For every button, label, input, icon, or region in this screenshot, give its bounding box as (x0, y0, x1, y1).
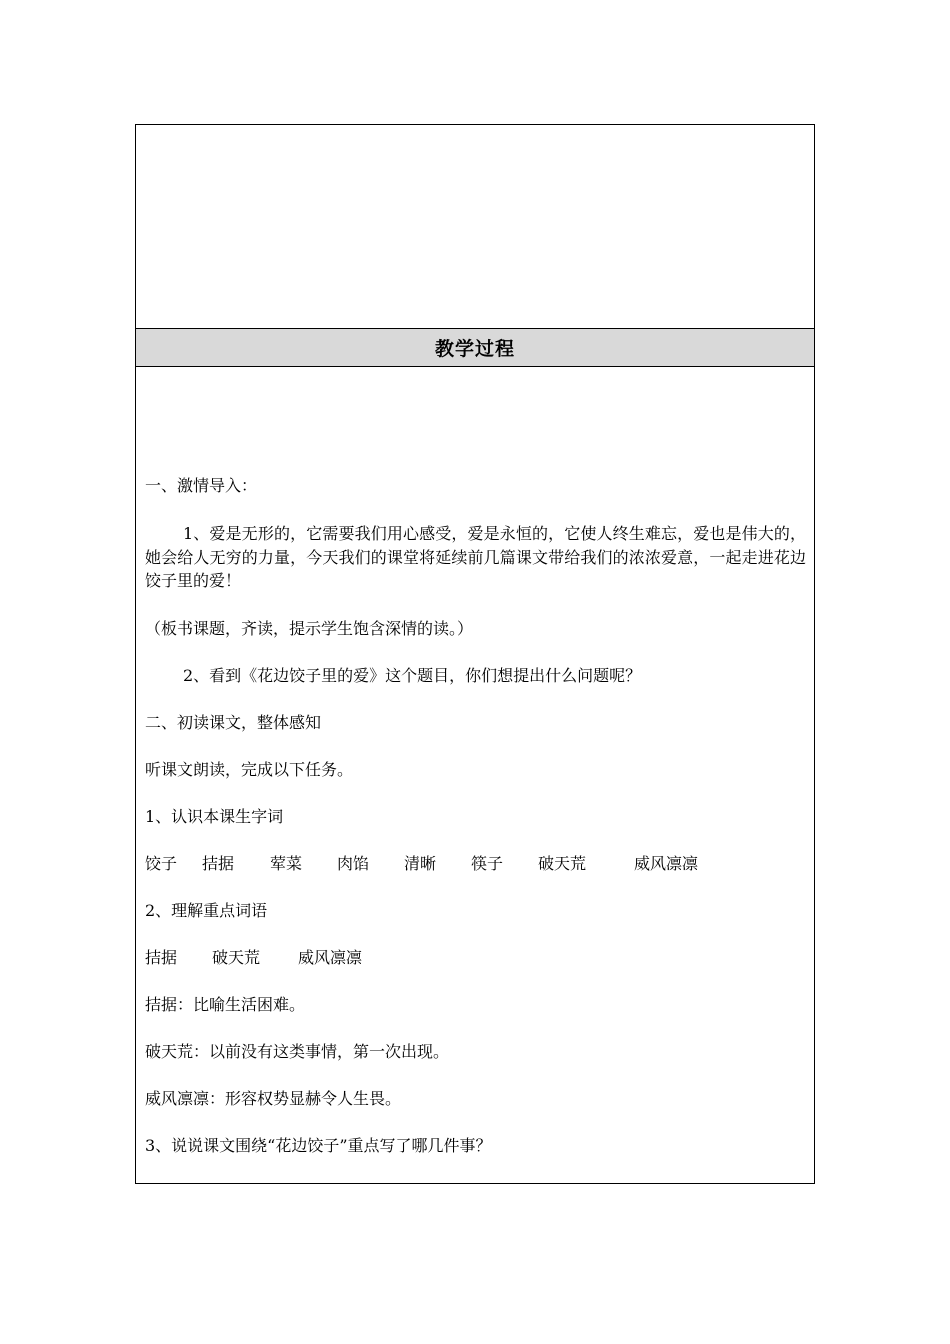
task-item-2: 2、理解重点词语 (145, 901, 268, 920)
vocab-word: 拮据 (202, 854, 235, 873)
section-1-title: 一、激情导入： (145, 476, 258, 495)
task-instruction: 听课文朗读，完成以下任务。 (145, 760, 354, 779)
key-word: 威风凛凛 (298, 948, 363, 967)
section-2-title: 二、初读课文，整体感知 (145, 713, 322, 732)
vocab-word-list (145, 852, 806, 876)
key-word-list (145, 946, 806, 970)
vocab-word: 肉馅 (337, 854, 370, 873)
lesson-plan-table (135, 124, 815, 1184)
intro-paragraph: 1、爱是无形的，它需要我们用心感受，爱是永恒的，它使人终生难忘，爱也是伟大的，她会给人无穷的力量，今天我们的课堂将延续前几篇课文带给我们的浓浓爱意，一起走进花边饺子里的爱！ (145, 524, 806, 590)
definition-2: 破天荒：以前没有这类事情，第一次出现。 (145, 1042, 450, 1061)
vocab-word: 威风凛凛 (634, 854, 699, 873)
key-word: 拮据 (145, 948, 178, 967)
vocab-word: 清晰 (404, 854, 437, 873)
section-title: 教学过程 (434, 338, 515, 360)
definition-3: 威风凛凛：形容权势显赫令人生畏。 (145, 1089, 402, 1108)
vocab-word: 破天荒 (538, 854, 587, 873)
vocab-word: 筷子 (471, 854, 504, 873)
key-word: 破天荒 (212, 948, 261, 967)
section-header-row (136, 329, 814, 367)
board-note: （板书课题，齐读，提示学生饱含深情的读。） (145, 619, 474, 638)
definition-1: 拮据：比喻生活困难。 (145, 995, 306, 1014)
question-prompt: 2、看到《花边饺子里的爱》这个题目，你们想提出什么问题呢？ (183, 666, 642, 685)
empty-top-cell (136, 125, 814, 329)
vocab-word: 荤菜 (270, 854, 303, 873)
task-item-3: 3、说说课文围绕“花边饺子”重点写了哪几件事？ (145, 1136, 492, 1155)
task-item-1: 1、认识本课生字词 (145, 807, 284, 826)
vocab-word: 饺子 (145, 854, 178, 873)
